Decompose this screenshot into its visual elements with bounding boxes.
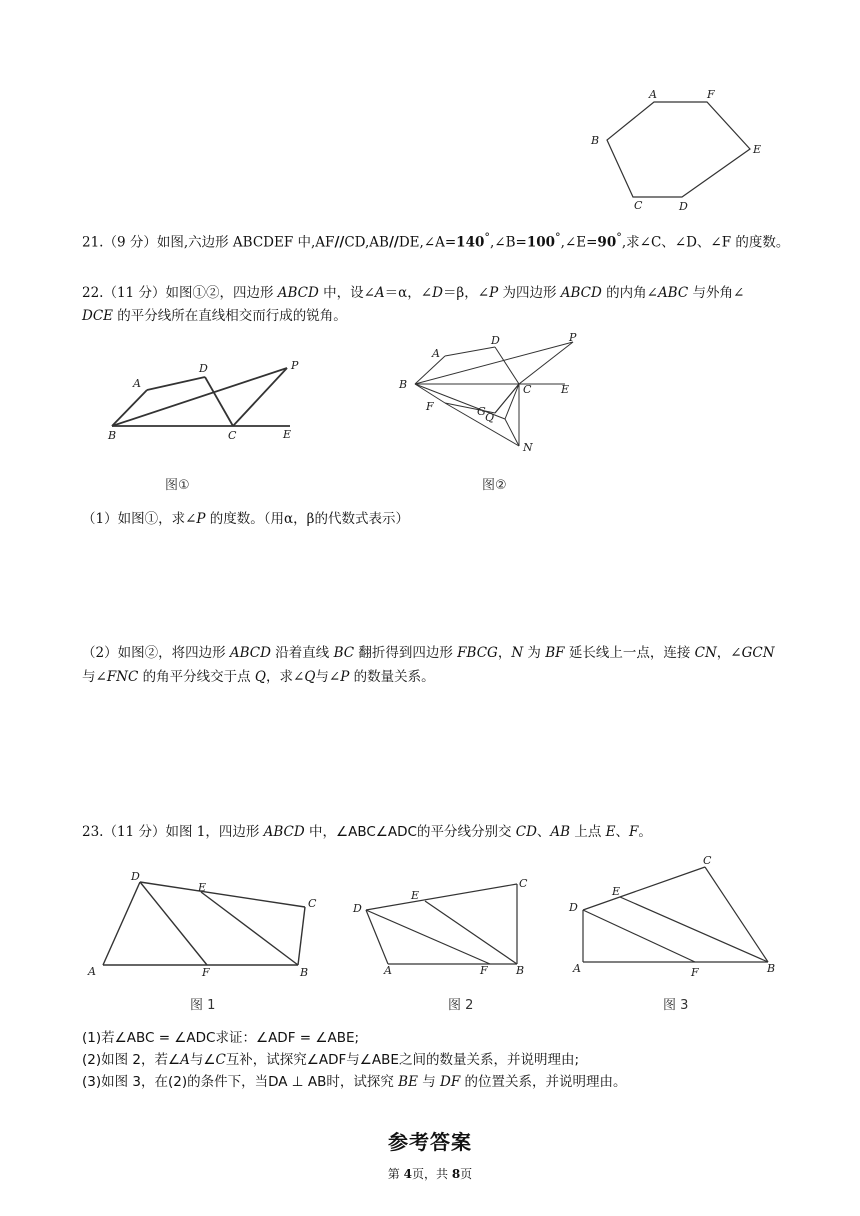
hex-label-c: C (634, 199, 643, 212)
q23f3-label-a: A (573, 962, 581, 975)
fig2-label-q: Q (485, 411, 495, 424)
fig1-label-a: A (133, 377, 141, 390)
hexagon-figure (580, 85, 780, 215)
answer-title: 参考答案 (388, 1130, 472, 1154)
q23-figure-3 (565, 850, 790, 985)
fig2-label-g: G (477, 405, 486, 418)
q23f3-label-f: F (691, 966, 699, 979)
fig1-label-p: P (291, 359, 299, 372)
hex-label-e: E (753, 143, 762, 156)
q22-sub2-line1: （2）如图②，将四边形 ABCD 沿着直线 BC 翻折得到四边形 FBCG，N 为 BF 延长线上一点，连接 CN，∠GCN (82, 645, 775, 661)
fig2-label-n: N (523, 441, 533, 454)
q23f2-label-b: B (516, 964, 525, 977)
fig2-label-b: B (399, 378, 408, 391)
q23-figure-1 (85, 865, 325, 980)
q23-fig3-caption: 图 3 (663, 998, 689, 1013)
fig1-label-c: C (228, 429, 237, 442)
hex-label-b: B (591, 134, 600, 147)
q22-figure-1 (100, 350, 310, 450)
fig2-label-d: D (491, 334, 500, 347)
fig2-label-a: A (432, 347, 440, 360)
q23f2-label-e: E (411, 889, 420, 902)
q23-sub2: (2)如图 2，若∠A与∠C互补，试探究∠ADF与∠ABE之间的数量关系，并说明理由; (82, 1052, 579, 1068)
hex-label-d: D (679, 200, 688, 213)
fig2-label-c: C (523, 383, 532, 396)
q23f2-label-a: A (384, 964, 392, 977)
fig2-label-f: F (426, 400, 434, 413)
q23f1-label-b: B (300, 966, 309, 979)
q23-fig2-caption: 图 2 (448, 998, 474, 1013)
q23f3-label-c: C (703, 854, 712, 867)
q23-sub3: (3)如图 3，在(2)的条件下，当DA ⊥ AB时，试探究 BE 与 DF 的位置关系，并说明理由。 (82, 1074, 627, 1090)
q23f1-label-d: D (131, 870, 140, 883)
fig2-label-e: E (561, 383, 570, 396)
q23-line1: 23.（11 分）如图 1，四边形 ABCD 中，∠ABC∠ADC的平分线分别交 CD、AB 上点 E、F。 (82, 824, 652, 840)
q23f2-label-f: F (480, 964, 488, 977)
q23f2-label-d: D (353, 902, 362, 915)
fig2-label-p: P (569, 333, 577, 344)
q23-figure-2 (350, 872, 540, 982)
q23f3-label-b: B (767, 962, 776, 975)
fig1-label-d: D (199, 362, 208, 375)
fig1-label-b: B (108, 429, 117, 442)
q22-fig2-caption: 图② (482, 478, 507, 493)
q23-fig1-caption: 图 1 (190, 998, 216, 1013)
fig1-label-e: E (283, 428, 292, 441)
q23f1-label-c: C (308, 897, 317, 910)
q21-text: 21.（9 分）如图,六边形 ABCDEF 中,AF//CD,AB//DE,∠A=140°,∠B=100°,∠E=90°,求∠C、∠D、∠F 的度数。 (82, 231, 790, 251)
q23f1-label-f: F (202, 966, 210, 979)
q23f3-label-e: E (612, 885, 621, 898)
hex-label-a: A (649, 88, 657, 101)
q23f2-label-c: C (519, 877, 528, 890)
q22-sub2-line2: 与∠FNC 的角平分线交于点 Q，求∠Q与∠P 的数量关系。 (82, 669, 435, 685)
q22-line2: DCE 的平分线所在直线相交而行成的锐角。 (82, 308, 347, 324)
q22-sub1: （1）如图①，求∠P 的度数。（用α，β的代数式表示） (82, 511, 409, 527)
q23f3-label-d: D (569, 901, 578, 914)
q22-fig1-caption: 图① (165, 478, 190, 493)
q23-sub1: (1)若∠ABC = ∠ADC求证：∠ADF = ∠ABE; (82, 1030, 360, 1046)
q22-figure-2 (395, 333, 595, 458)
hex-label-f: F (707, 88, 715, 101)
page-footer: 第 4页，共 8页 (387, 1167, 473, 1181)
q22-line1: 22.（11 分）如图①②，四边形 ABCD 中，设∠A＝α，∠D＝β，∠P 为四边形 ABCD 的内角∠ABC 与外角∠ (82, 285, 745, 301)
q23f1-label-a: A (88, 965, 96, 978)
q23f1-label-e: E (198, 881, 207, 894)
